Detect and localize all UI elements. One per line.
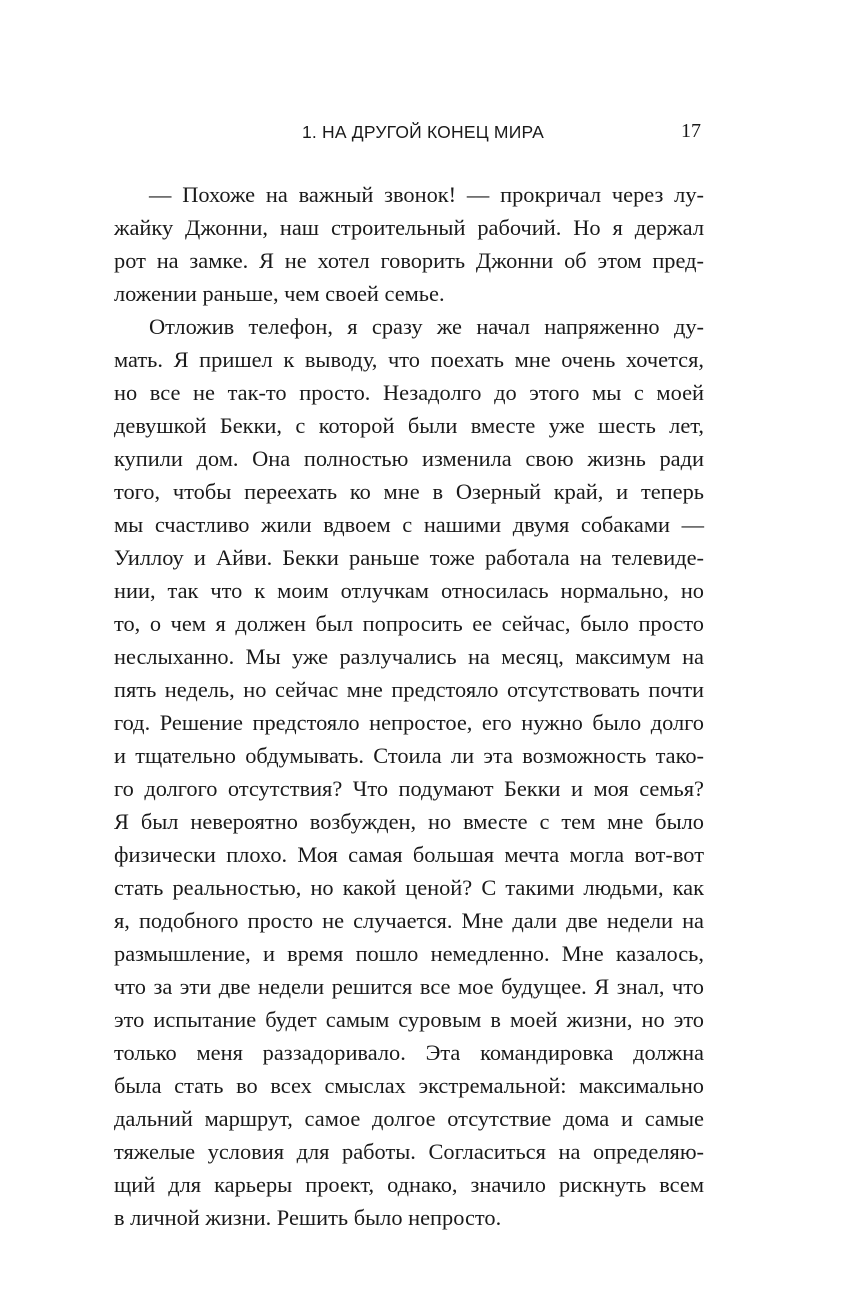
text-line: тяжелые условия для работы. Согласиться на определяю- — [114, 1139, 704, 1164]
text-line: пять недель, но сейчас мне предстояло отсутствовать почти — [114, 677, 704, 702]
text-line: была стать во всех смыслах экстремальной: максимально — [114, 1073, 704, 1098]
text-line: Уиллоу и Айви. Бекки раньше тоже работала на телевиде- — [114, 545, 704, 570]
text-line: мать. Я пришел к выводу, что поехать мне очень хочется, — [114, 347, 704, 372]
text-line: в личной жизни. Решить было непросто. — [114, 1205, 502, 1230]
text-line: го долгого отсутствия? Что подумают Бекки и моя семья? — [114, 776, 704, 801]
text-line: стать реальностью, но какой ценой? С такими людьми, как — [114, 875, 704, 900]
text-line: рот на замке. Я не хотел говорить Джонни об этом пред- — [114, 248, 704, 273]
text-line: ложении раньше, чем своей семье. — [114, 281, 445, 306]
text-line: девушкой Бекки, с которой были вместе уже шесть лет, — [114, 413, 704, 438]
text-line: того, чтобы переехать ко мне в Озерный край, и теперь — [114, 479, 704, 504]
text-line: размышление, и время пошло немедленно. Мне казалось, — [114, 941, 704, 966]
text-line: купили дом. Она полностью изменила свою жизнь ради — [114, 446, 704, 471]
text-line: только меня раззадоривало. Эта командировка должна — [114, 1040, 704, 1065]
text-line: это испытание будет самым суровым в моей жизни, но это — [114, 1007, 704, 1032]
text-line: но все не так-то просто. Незадолго до этого мы с моей — [114, 380, 704, 405]
text-line: Отложив телефон, я сразу же начал напряженно ду- — [149, 314, 704, 339]
text-line: мы счастливо жили вдвоем с нашими двумя собаками — — [114, 512, 704, 537]
paragraph — [114, 310, 704, 1234]
body-text — [114, 178, 704, 1234]
text-line: физически плохо. Моя самая большая мечта могла вот-вот — [114, 842, 704, 867]
text-line: жайку Джонни, наш строительный рабочий. Но я держал — [114, 215, 704, 240]
page-number: 17 — [681, 120, 701, 142]
text-line: я, подобного просто не случается. Мне дали две недели на — [114, 908, 704, 933]
chapter-running-title: 1. НА ДРУГОЙ КОНЕЦ МИРА — [301, 122, 545, 142]
paragraph — [114, 178, 704, 310]
text-line: — Похоже на важный звонок! — прокричал через лу- — [149, 182, 704, 207]
running-header — [145, 120, 701, 150]
text-line: нии, так что к моим отлучкам относилась нормально, но — [114, 578, 704, 603]
text-line: неслыханно. Мы уже разлучались на месяц, максимум на — [114, 644, 704, 669]
text-line: то, о чем я должен был попросить ее сейчас, было просто — [114, 611, 704, 636]
text-line: Я был невероятно возбужден, но вместе с тем мне было — [114, 809, 704, 834]
text-line: щий для карьеры проект, однако, значило рискнуть всем — [114, 1172, 704, 1197]
text-line: дальний маршрут, самое долгое отсутствие дома и самые — [114, 1106, 704, 1131]
text-line: и тщательно обдумывать. Стоила ли эта возможность тако- — [114, 743, 704, 768]
text-line: год. Решение предстояло непростое, его нужно было долго — [114, 710, 704, 735]
text-line: что за эти две недели решится все мое будущее. Я знал, что — [114, 974, 704, 999]
